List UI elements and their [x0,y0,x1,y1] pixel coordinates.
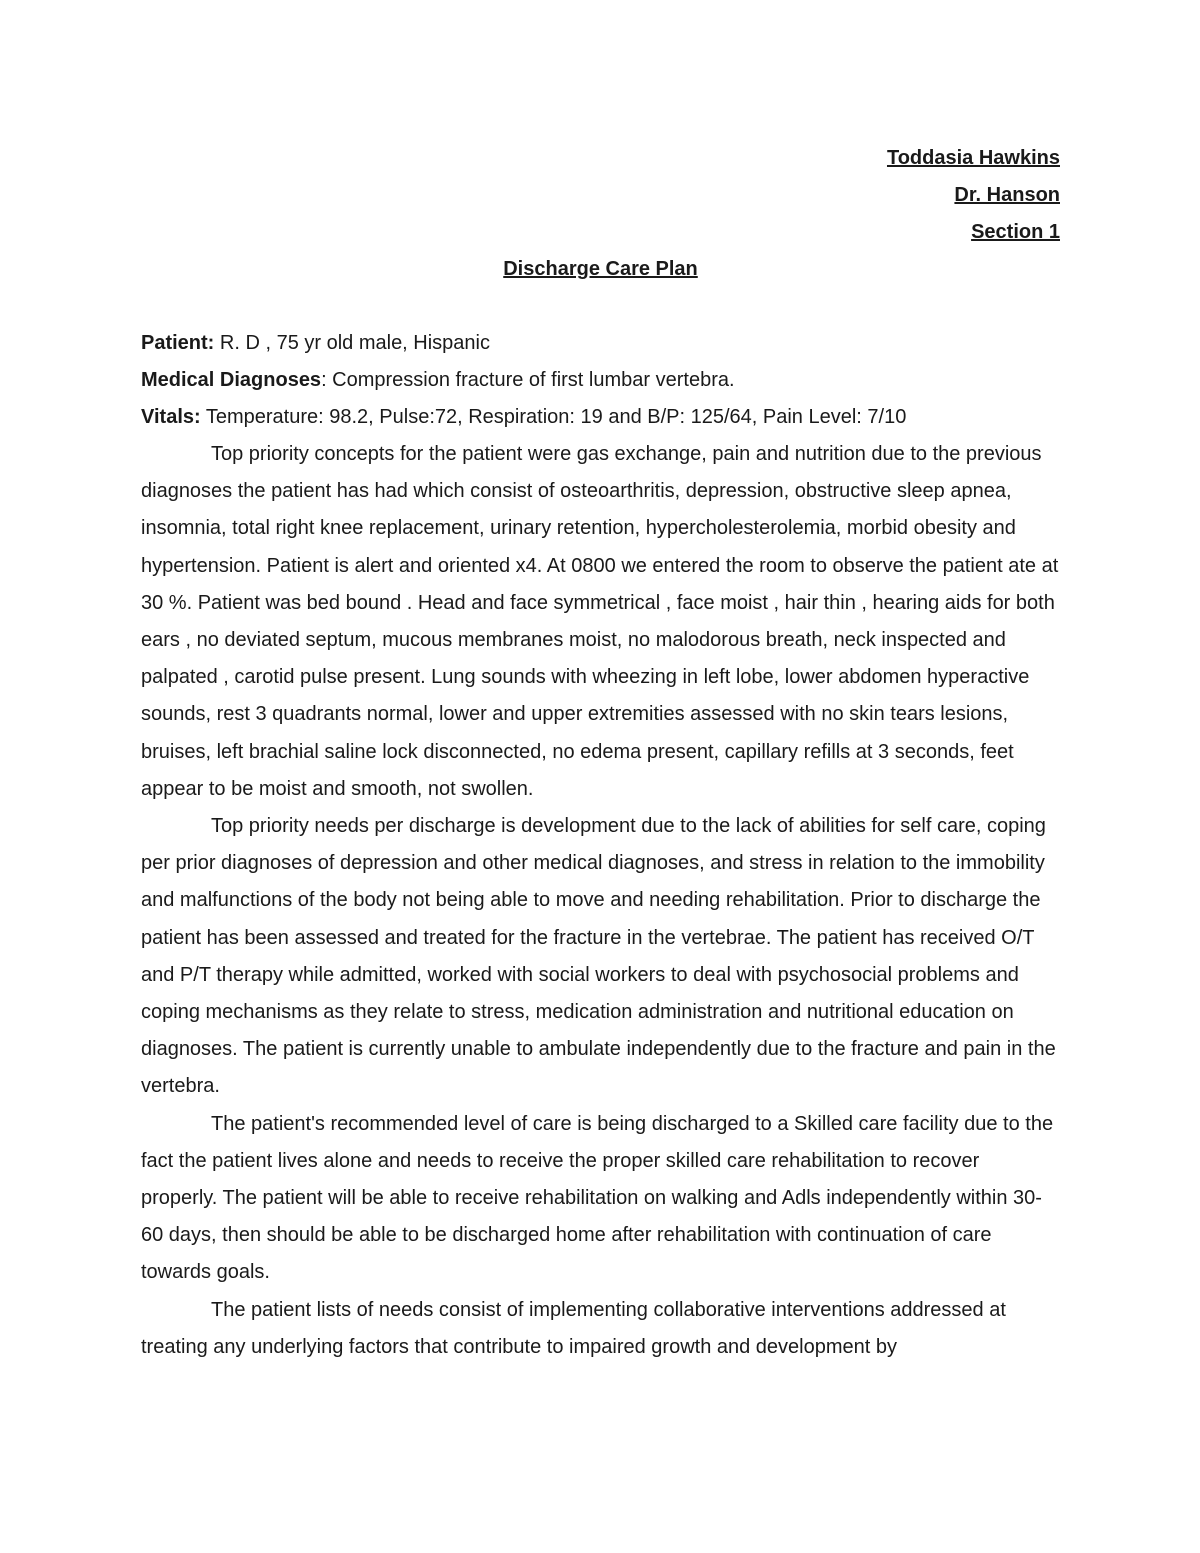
student-name: Toddasia Hawkins [886,147,1060,169]
title-text: Discharge Care Plan [503,258,698,280]
paragraph-needs: Top priority needs per discharge is development due to the lack of abilities for self care, coping per prior diagnoses of depression and other medical diagnoses, and stress in relation to the immobility and malfunctions of the body not being able to move and needing rehabilitation. Prior to discharge the patient has been assessed and treated for the fracture in the vertebrae. The patient has received O/T and P/T therapy while admitted, worked with social workers to deal with psychosocial problems and coping mechanisms as they relate to stress, medication administration and nutritional education on diagnoses. The patient is currently unable to ambulate independently due to the fracture and pain in the vertebra. [141,815,1056,1098]
vitals-value: Temperature: 98.2, Pulse:72, Respiration: 19 and B/P: 125/64, Pain Level: 7/10 [200,406,907,428]
paragraph-assessment: Top priority concepts for the patient were gas exchange, pain and nutrition due to the previous diagnoses the patient has had which consist of osteoarthritis, depression, obstructive sleep apnea, insomnia, total right knee replacement, urinary retention, hypercholesterolemia, morbid obesity and hypertension. Patient is alert and oriented x4. At 0800 we entered the room to observe the patient ate at 30 %. Patient was bed bound . Head and face symmetrical , face moist , hair thin , hearing aids for both ears , no deviated septum, mucous membranes moist, no malodorous breath, neck inspected and palpated , carotid pulse present. Lung sounds with wheezing in left lobe, lower abdomen hyperactive sounds, rest 3 quadrants normal, lower and upper extremities assessed with no skin tears lesions, bruises, left brachial saline lock disconnected, no edema present, capillary refills at 3 seconds, feet appear to be moist and smooth, not swollen. [141,443,1059,800]
patient-field [141,325,1060,362]
patient-value: R. D , 75 yr old male, Hispanic [214,332,490,354]
section-label: Section 1 [971,221,1060,243]
header-block [141,140,1060,251]
vitals-label: Vitals: [141,406,201,428]
instructor-name: Dr. Hanson [954,184,1060,206]
paragraph-interventions: The patient lists of needs consist of implementing collaborative interventions addressed at treating any underlying factors that contribute to impaired growth and development by [141,1298,1006,1358]
diagnoses-field [141,362,1060,399]
document-title [141,251,1060,288]
vitals-field [141,399,1060,436]
patient-label: Patient: [141,332,215,354]
diagnoses-value: : Compression fracture of first lumbar vertebra. [321,369,735,391]
diagnoses-label: Medical Diagnoses [141,369,322,391]
paragraph-level-of-care: The patient's recommended level of care is being discharged to a Skilled care facility due to the fact the patient lives alone and needs to receive the proper skilled care rehabilitation to recover properly. The patient will be able to receive rehabilitation on walking and Adls independently within 30-60 days, then should be able to be discharged home after rehabilitation with continuation of care towards goals. [141,1112,1054,1284]
